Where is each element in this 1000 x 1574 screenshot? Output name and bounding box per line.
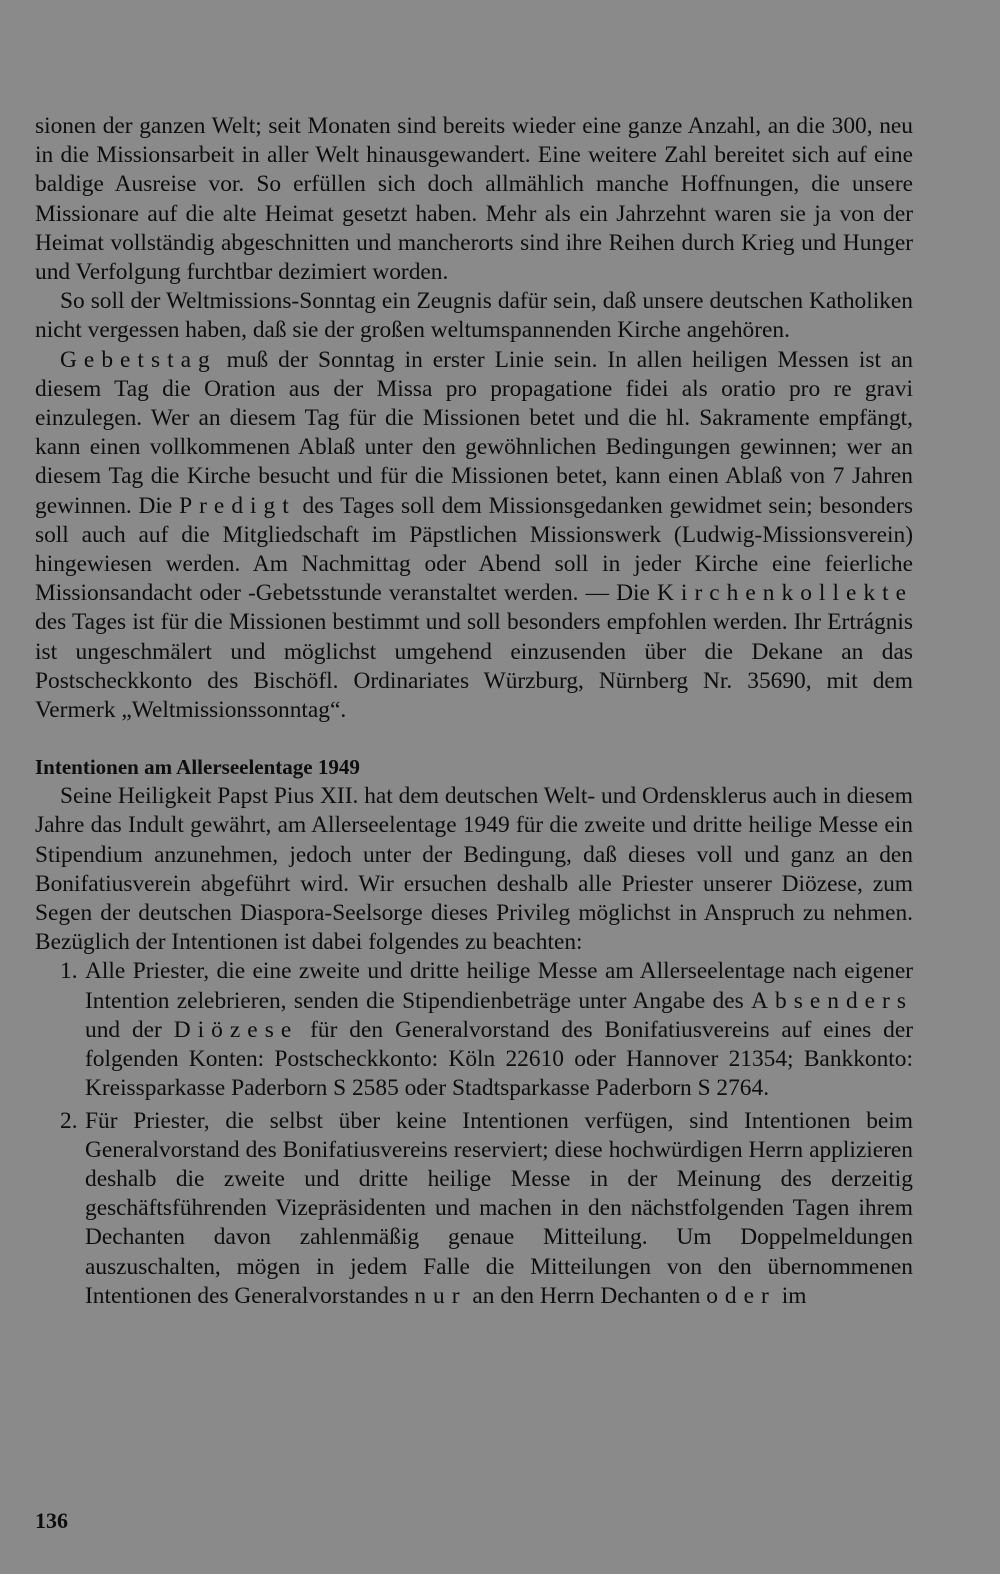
text-run: Alle Priester, die eine zweite und dritte heilige Messe am Allerseelentage nach eigener Intention zelebrieren, senden die Stipendienbeträge unter Angabe des xyxy=(85,958,913,1014)
paragraph-indult: Seine Heiligkeit Papst Pius XII. hat dem deutschen Welt- und Ordensklerus auch in diesem Jahre das Indult gewährt, am Allerseelentage 1949 für die zweite und dritte heilige Messe ein Stipendium anzunehmen, jedoch unter der Bedingung, daß dieses voll und ganz an den Bonifatiusverein abgeführt wird. Wir ersuchen deshalb alle Priester unserer Diözese, zum Segen der deutschen Diaspora-Seelsorge dieses Privileg möglichst in Anspruch zu nehmen. Bezüglich der Intentionen ist dabei folgendes zu beachten: xyxy=(35,783,913,956)
spaced-word-oder: oder xyxy=(706,1282,776,1309)
list-number: 1. xyxy=(60,958,78,985)
spaced-word-absenders: Absenders xyxy=(751,987,913,1014)
paragraph-mission-intro: sionen der ganzen Welt; seit Monaten sind bereits wieder eine ganze Anzahl, an die 300, neu in die Missionsarbeit in aller Welt hinausgewandert. Eine weitere Zahl bereitet sich auf eine baldige Ausreise vor. So erfüllen sich doch allmählich manche Hoffnungen, die unsere Missionare auf die alte Heimat gesetzt haben. Mehr als ein Jahrzehnt waren sie ja von der Heimat vollständig abgeschnitten und mancherorts sind ihre Reihen durch Krieg und Hunger und Verfolgung furchtbar dezimiert worden. xyxy=(35,113,913,286)
list-item xyxy=(35,957,913,1103)
text-run: Für Priester, die selbst über keine Intentionen verfügen, sind Intentionen beim Generalvorstand des Bonifatiusvereins reserviert; diese hochwürdigen Herrn applizieren deshalb die zweite und dritte heilige Messe in der Meinung des derzeitig geschäftsführenden Vizepräsidenten und machen in den nächstfolgenden Tagen ihrem Dechanten davon zahlenmäßig genaue Mitteilung. Um Doppelmeldungen auszuschalten, mögen in jedem Falle die Mitteilungen von den übernommenen Intentionen des Generalvorstandes xyxy=(85,1107,913,1309)
spaced-word-dioezese: Diözese xyxy=(173,1016,299,1043)
spaced-word-nur: nur xyxy=(414,1282,467,1309)
spaced-word-predigt: Predigt xyxy=(179,492,296,519)
section-heading: Intentionen am Allerseelentage 1949 xyxy=(35,755,360,780)
text-run: des Tages soll dem Missionsgedanken gewidmet sein; besonders soll auch auf die Mitgliedschaft im Päpstlichen Missionswerk (Ludwig-Missionsverein) hingewiesen werden. Am Nachmittag oder Abend soll in jeder Kirche eine feierliche Missionsandacht oder -Gebetsstunde veranstaltet werden. — Die xyxy=(35,492,913,607)
spaced-word-kirchenkollekte: Kirchenkollekte xyxy=(657,580,913,607)
text-run: im xyxy=(775,1282,807,1309)
list-item xyxy=(35,1107,913,1311)
text-run: des Tages ist für die Missionen bestimmt und soll besonders empfohlen werden. Ihr Ertrágnis ist ungeschmälert und möglichst umgehend einzusenden über die Dekane an das Postscheckkonto des Bischöfl. Ordinariates Würzburg, Nürnberg Nr. 35690, mit dem Vermerk „Weltmissionssonntag“. xyxy=(35,609,913,724)
list-number: 2. xyxy=(60,1107,78,1134)
page-number: 136 xyxy=(35,1508,68,1533)
spaced-word-gebetstag: Gebetstag xyxy=(60,346,217,373)
numbered-list xyxy=(35,957,913,1310)
paragraph-weltmissions-sonntag: So soll der Weltmissions-Sonntag ein Zeugnis dafür sein, daß unsere deutschen Katholiken nicht vergessen haben, daß sie der großen weltumspannenden Kirche angehören. xyxy=(35,288,913,344)
text-run: und der xyxy=(85,1016,174,1043)
paragraph-gebetstag xyxy=(35,346,913,726)
text-run: für den Generalvorstand des Bonifatiusvereins auf eines der folgenden Konten: Postscheckkonto: Köln 22610 oder Hannover 21354; Bankkonto: Kreissparkasse Paderborn S 2585 oder Stadtsparkasse Paderborn S 2764. xyxy=(85,1016,913,1102)
document-page xyxy=(35,112,913,1314)
text-run: an den Herrn Dechanten xyxy=(466,1282,707,1309)
text-run: muß der Sonntag in erster Linie sein. In allen heiligen Messen ist an diesem Tag die Oration aus der Missa pro propagatione fidei als oratio pro re gravi einzulegen. Wer an diesem Tag für die Missionen betet und die hl. Sakramente empfängt, kann einen vollkommenen Ablaß unter den gewöhnlichen Bedingungen gewinnen; wer an diesem Tag die Kirche besucht und für die Missionen betet, kann einen Ablaß von 7 Jahren gewinnen. Die xyxy=(35,346,913,519)
